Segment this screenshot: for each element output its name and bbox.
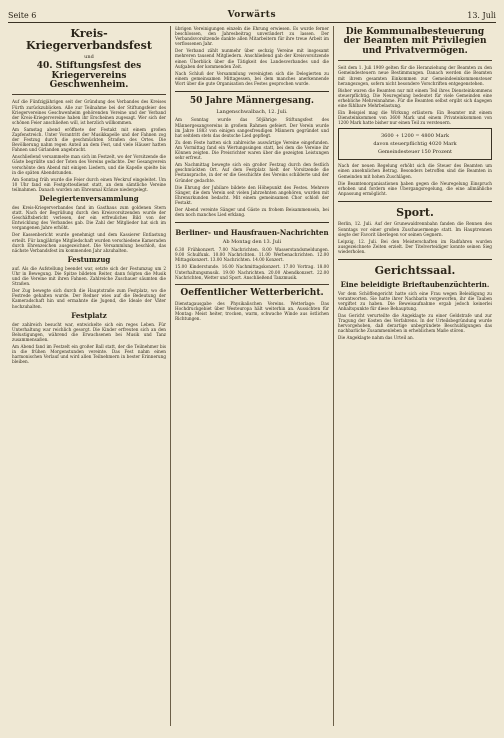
calc-line: 3600 + 1200 = 4800 Mark <box>380 133 450 140</box>
article-paragraph: Der Kassenbericht wurde genehmigt und dem Kassierer Entlastung erteilt. Für langjährige Mitgliedschaft wurden verschiedene Kameraden durch Ehrenzeichen ausgezeichnet. Die Versammlung beschloß, das nächste Verbandsfest im kommenden Jahr abzuhalten. <box>12 232 166 253</box>
weather-report-text: Dienstagausgabe des Physikalischen Vereins. Wetterlage: Das Hochdruckgebiet über Westeuropa hält weiterhin an. Aussichten für Montag: Meist heiter, trocken, warm, schwache Winde aus östlichen Richtungen. <box>175 301 329 322</box>
divider <box>175 222 329 223</box>
article-paragraph: Nach der neuen Regelung erhöht sich die Steuer des Beamten um einen ansehnlichen Betrag. Besonders betroffen sind die Beamten in Gemeinden mit hohen Zuschlägen. <box>338 163 492 179</box>
article-paragraph: übrigen Vereinigungen einzeln die Ehrung erwiesen. Es wurde ferner beschlossen, den Jahresbeitrag unverändert zu lassen. Der Verbandsvorsitzende dankte allen Mitarbeitern für ihre treue Arbeit im verflossenen Jahr. <box>175 26 329 47</box>
article-columns <box>8 26 496 726</box>
column-2 <box>171 26 334 726</box>
page-header <box>8 0 496 23</box>
subheading-delegierten: Delegiertenversammlung <box>39 194 139 203</box>
divider <box>175 91 329 92</box>
issue-date: 13. Juli <box>467 11 496 20</box>
column-1 <box>8 26 171 726</box>
court-paragraph: Vor dem Schöffengericht hatte sich eine Frau wegen Beleidigung zu verantworten. Sie hatte ihrer Nachbarin vorgeworfen, ihr die Tauben vergiftet zu haben. Die Beweisaufnahme ergab jedoch keinerlei Anhaltspunkte für diese Behauptung. <box>338 290 492 311</box>
court-subheading: Eine beleidigte Brieftaubenzüchterin. <box>340 279 490 289</box>
calculation-box <box>338 128 492 160</box>
article-paragraph: auf. Als die Aufstellung beendet war, setzte sich der Festumzug um 2 Uhr in Bewegung. Die Spitze bildeten Reiter, dann folgten die Musik und die Vereine mit ihren Fahnen. Zahlreiche Zuschauer säumten die Straßen. <box>12 265 166 287</box>
article-paragraph: Ein Beispiel mag die Wirkung erläutern: Ein Beamter mit einem Diensteinkommen von 3600 Mark und einem Privateinkommen von 1200 Mark hatte bisher nur einen Teil zu versteuern. <box>338 110 492 126</box>
headline-connector: und <box>84 54 94 61</box>
divider <box>338 60 492 61</box>
weather-report-title: Oeffentlicher Wetterbericht. <box>180 287 324 298</box>
calc-line: Gemeindesteuer 150 Prozent <box>377 149 453 156</box>
article-paragraph: Seit dem 1. Juli 1909 gelten für die Heranziehung der Beamten zu den Gemeindesteuern neue Bestimmungen. Danach werden die Beamten mit ihrem gesamten Einkommen zur Gemeindeeinkommensteuer herangezogen, sofern nicht besondere Vorschriften entgegenstehen. <box>338 65 492 86</box>
court-paragraph: Die Angeklagte nahm das Urteil an. <box>338 335 415 341</box>
court-paragraph: Das Gericht verurteilte die Angeklagte zu einer Geldstrafe und zur Tragung der Kosten des Verfahrens. In der Urteilsbegründung wurde hervorgehoben, daß derartige unbegründete Beschuldigungen das nachbarliche Zusammenleben in erheblichem Maße stören. <box>338 312 492 334</box>
sport-section-title: Sport. <box>396 205 434 219</box>
radio-program-date: Ab Montag den 13. Juli <box>222 239 282 246</box>
headline-kommunalbesteuerung: Die Kommunalbesteuerung der Beamten mit Privilegien und Privatvermögen. <box>343 27 487 56</box>
calc-line: davon steuerpflichtig 4020 Mark <box>373 141 457 148</box>
headline-kreis-krieger: Kreis-Kriegerverbandsfest <box>26 27 152 52</box>
article-paragraph: Die Ehrung der Jubilare bildete den Höhepunkt des Festes. Mehrere Sänger, die dem Verein seit vielen Jahrzehnten angehören, wurden mit Ehrenurkunden bedacht. Mit einem gemeinsamen Chor schloß der Festakt. <box>175 184 329 205</box>
subheading-festplatz: Festplatz <box>71 310 107 320</box>
radio-program-title: Berliner- und Hausfrauen-Nachrichten <box>175 228 329 238</box>
article-paragraph: Der Zug bewegte sich durch die Hauptstraße zum Festplatz, wo die Festrede gehalten wurde. Der Redner wies auf die Bedeutung der Kameradschaft hin und ermahnte die Jugend, die Ideale der Väter hochzuhalten. <box>12 288 166 309</box>
article-paragraph: Der Verband zählt nunmehr über sechzig Vereine mit insgesamt mehreren tausend Mitgliedern. Anschließend gab der Kreisvorsitzende einen Überblick über die Tätigkeit des Landesverbandes und die Aufgaben der kommenden Zeit. <box>175 48 329 69</box>
radio-program-text: 15.00 Kinderstunde. 16.00 Nachmittagskonzert. 17.00 Vortrag. 18.00 Unterhaltungsmusik. 19.00 Nachrichten. 20.00 Abendkonzert. 22.00 Nachrichten, Wetter und Sport. Anschließend Tanzmusik. <box>175 264 329 280</box>
article-paragraph: Am Abend fand im Festzelt ein großer Ball statt, der die Teilnehmer bis in die frühen Morgenstunden vereinte. Das Fest nahm einen harmonischen Verlauf und wird allen Teilnehmern in bester Erinnerung bleiben. <box>12 343 166 365</box>
headline-stiftungsfest: 40. Stiftungsfest des Kriegervereins Geschwenheim. <box>36 61 142 90</box>
headline-maennergesang: 50 Jahre Männergesang. <box>189 96 315 107</box>
sport-paragraph: Berlin, 12. Juli. Auf der Grunewaldrennbahn fanden die Rennen des Sonntags vor einer großen Zuschauermenge statt. Im Hauptrennen siegte der Favorit überlegen vor seinen Gegnern. <box>338 221 492 237</box>
article-paragraph: Am Sonntag wurde das 50jährige Stiftungsfest des Männergesangvereins in großem Rahmen gefeiert. Der Verein wurde im Jahre 1883 von einigen sangesfreudigen Männern gegründet und hat seitdem stets das deutsche Lied gepflegt. <box>175 117 329 138</box>
article-paragraph: Der Abend vereinte Sänger und Gäste zu frohem Beisammensein, bei dem noch manches Lied erklang. <box>175 206 329 218</box>
article-paragraph: Auf die Fünfzigjährigen seit der Gründung des Verbandes des Kreises Fürth zurückzublicken. Alle zur Teilnahme bei der Stiftungsfeier des Kriegervereines Geschwenheim gehörenden Vereine und der Verband der Kreis-Kriegervereine haben ihr Erscheinen zugesagt. Wer sich der schönen Feier anschließen will, ist herzlich willkommen. <box>12 99 166 125</box>
divider <box>175 284 329 285</box>
page-number: Seite 6 <box>8 11 37 20</box>
article-paragraph: Nach Schluß der Versammlung vereinigten sich die Delegierten zu einem gemeinsamen Mittagessen, bei dem manches anerkennende Wort über die gute Organisation des Festes gesprochen wurde. <box>175 70 329 86</box>
divider <box>338 259 492 260</box>
article-paragraph: Am Nachmittag bewegte sich ein großer Festzug durch den festlich geschmückten Ort. Auf dem Festplatz hielt der Vorsitzende die Festansprache, in der er die Geschichte des Vereins schilderte und der Gründer gedachte. <box>175 162 329 183</box>
article-paragraph: Bisher waren die Beamten nur mit einem Teil ihres Diensteinkommens steuerpflichtig. Die Neuregelung bedeutet für viele Gemeinden eine erhebliche Mehreinnahme. Für die Beamten selbst ergibt sich dagegen eine fühlbare Mehrbelastung. <box>338 87 492 108</box>
column-3 <box>334 26 496 726</box>
dateline: Langenschwalbach, 12. Juli. <box>216 109 288 116</box>
subheading-festumzug: Festumzug <box>67 254 111 264</box>
article-paragraph: Am Samstag abend eröffnete der Festakt mit einem großen Zapfenstreich. Unter Vorantritt der Musikkapelle und der Fahnen zog der Festzug durch die geschmückten Straßen des Ortes. Die Bevölkerung nahm regen Anteil an dem Fest, und viele Häuser hatten Fahnen und Girlanden angebracht. <box>12 126 166 153</box>
radio-program-text: 6.30 Frühkonzert. 7.00 Nachrichten. 8.00 Wasserstandsmeldungen. 9.00 Schulfunk. 10.00 Nachrichten. 11.00 Werbenachrichten. 12.00 Mittagskonzert. 13.00 Nachrichten. 14.00 Konzert. <box>175 247 329 263</box>
court-section-title: Gerichtssaal. <box>374 264 456 278</box>
article-paragraph: Die Beamtenorganisationen haben gegen die Neuregelung Einspruch erhoben und fordern eine Übergangsregelung, die eine allmähliche Anpassung ermöglicht. <box>338 180 492 196</box>
masthead: Vorwärts <box>227 10 277 20</box>
article-paragraph: Anschließend versammelte man sich im Festzelt, wo der Vorsitzende die Gäste begrüßte und der Toten des Vereins gedachte. Der Gesangverein verschönte den Abend mit einigen Liedern, und die Kapelle spielte bis in die späten Abendstunden. <box>12 154 166 175</box>
article-paragraph: Am Sonntag früh wurde die Feier durch einen Weckruf eingeleitet. Um 10 Uhr fand ein Festgottesdienst statt, an dem sämtliche Vereine teilnahmen. Danach wurden am Ehrenmal Kränze niedergelegt. <box>12 176 166 192</box>
article-paragraph: des Kreis-Kriegerverbandes fand im Gasthaus zum goldenen Stern statt. Nach der Begrüßung durch den Kreisvorsitzenden wurde der Geschäftsbericht verlesen, der ein erfreuliches Bild von der Entwicklung des Verbandes gab. Die Zahl der Mitglieder hat sich im vergangenen Jahre erhöht. <box>12 205 166 231</box>
divider <box>338 201 492 202</box>
article-paragraph: der zahlreich besucht war, entwickelte sich ein reges Leben. Für Unterhaltung war reichlich gesorgt. Die Kinder erfreuten sich an den Belustigungen, während die Erwachsenen bei Musik und Tanz zusammensaßen. <box>12 321 166 342</box>
sport-paragraph: Leipzig, 12. Juli. Bei den Meisterschaften im Radfahren wurden ausgezeichnete Zeiten erzielt. Der Titelverteidiger konnte seinen Sieg wiederholen. <box>338 238 492 254</box>
article-paragraph: Zu dem Feste hatten sich zahlreiche auswärtige Vereine eingefunden. Am Vormittag fand ein Wertungssingen statt, bei dem die Vereine ihr Können zeigten. Die Preisrichter waren über die gezeigten Leistungen sehr erfreut. <box>175 139 329 161</box>
divider <box>12 94 166 95</box>
